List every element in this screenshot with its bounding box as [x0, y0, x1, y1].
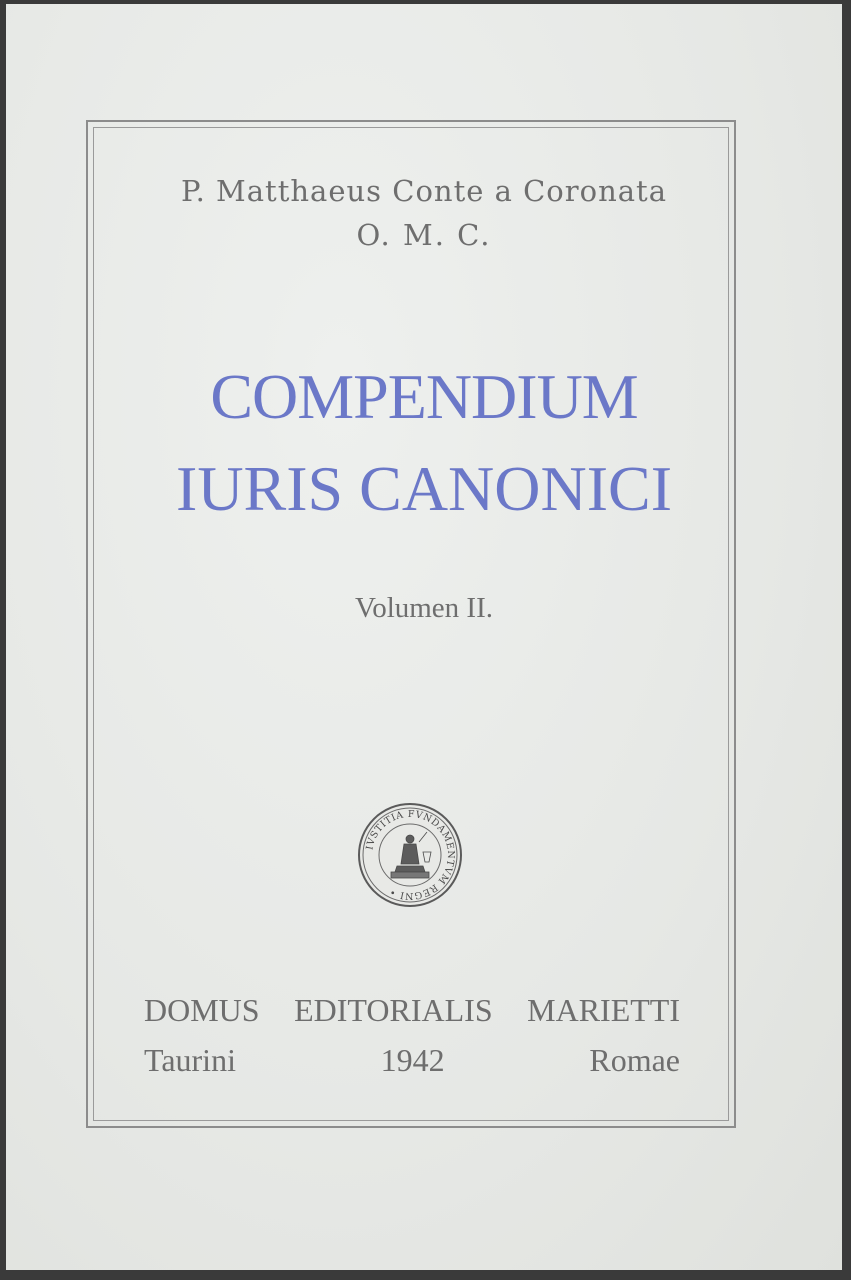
- city-turin: Taurini: [144, 1042, 236, 1078]
- author-name: P. Matthaeus Conte a Coronata: [180, 174, 668, 208]
- city-rome: Romae: [589, 1042, 680, 1078]
- imprint-line: [144, 1042, 680, 1079]
- svg-text:IVSTITIA FVNDAMENTVM REGNI •: IVSTITIA FVNDAMENTVM REGNI •: [364, 808, 457, 902]
- publisher-seal-icon: [357, 802, 463, 908]
- book-cover: [6, 4, 842, 1270]
- volume-number: Volumen II.: [354, 592, 493, 624]
- title-line-2: IURIS CANONICI: [176, 453, 672, 524]
- publisher-word-2: EDITORIALIS: [294, 992, 493, 1028]
- publisher-word-3: MARIETTI: [527, 992, 680, 1028]
- religious-order: O. M. C.: [356, 218, 492, 252]
- publisher-name: [144, 992, 680, 1029]
- publication-year: 1942: [380, 1042, 445, 1078]
- publisher-word-1: DOMUS: [144, 992, 260, 1028]
- title-line-1: COMPENDIUM: [210, 361, 638, 432]
